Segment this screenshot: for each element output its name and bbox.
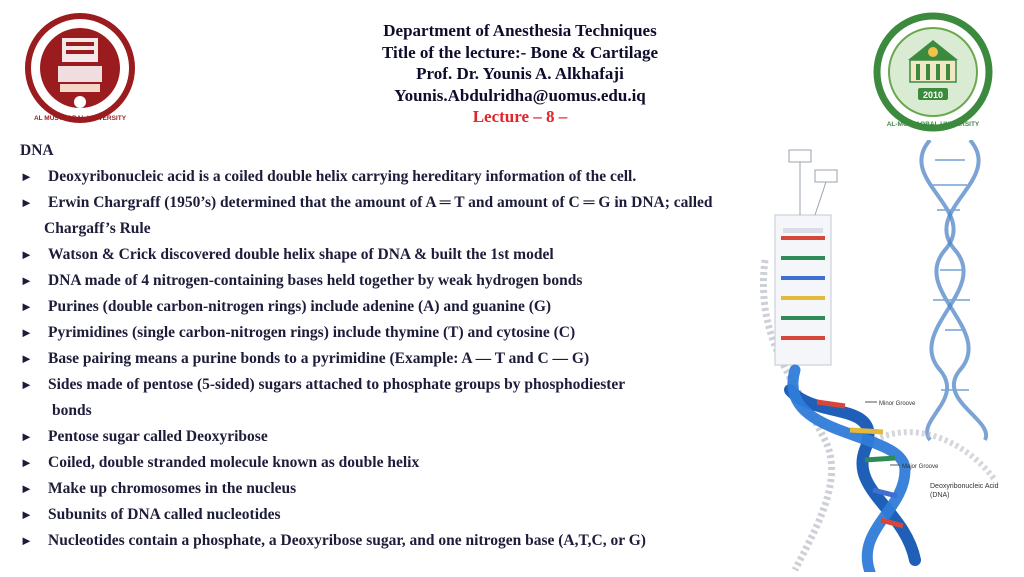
bullet-item	[20, 320, 840, 346]
bullet-item	[20, 528, 840, 554]
bullet-text: Pyrimidines (single carbon-nitrogen rings) include thymine (T) and cytosine (C)	[48, 324, 576, 341]
bullet-text: Base pairing means a purine bonds to a pyrimidine (Example: A — T and C — G)	[48, 350, 590, 367]
logo-left-label: AL MUSTAQBAL UNIVERSITY	[33, 115, 127, 122]
section-heading: DNA	[20, 142, 54, 159]
bullet-text: Erwin Chargraff (1950’s) determined that the amount of A ═ T and amount of C ═ G in DNA; called	[48, 194, 713, 211]
minor-groove-label: Minor Groove	[879, 401, 916, 407]
bullet-text: Subunits of DNA called nucleotides	[48, 506, 281, 523]
bullet-text: Nucleotides contain a phosphate, a Deoxyribose sugar, and one nitrogen base (A,T,C, or G)	[48, 532, 646, 549]
bullet-item	[20, 372, 840, 398]
bullet-text: Purines (double carbon-nitrogen rings) include adenine (A) and guanine (G)	[48, 298, 552, 315]
bullet-item	[20, 190, 840, 216]
dna-caption: Deoxyribonucleic Acid (DNA)	[930, 483, 999, 499]
bullet-text: Deoxyribonucleic acid is a coiled double helix carrying hereditary information of the cell.	[48, 168, 637, 185]
bullet-continuation: Chargaff’s Rule	[44, 220, 151, 237]
lecture-title: Title of the lecture:- Bone & Cartilage	[381, 42, 659, 62]
bullet-item	[20, 502, 840, 528]
bullet-text: Make up chromosomes in the nucleus	[48, 480, 297, 497]
university-logo-right	[872, 12, 994, 132]
bullet-item	[20, 346, 840, 372]
bullet-arrow-icon: ►	[20, 325, 33, 340]
bullet-arrow-icon: ►	[20, 377, 33, 392]
bullet-arrow-icon: ►	[20, 429, 33, 444]
bullet-item	[20, 424, 840, 450]
bullet-item	[20, 268, 840, 294]
bullet-item	[20, 242, 840, 268]
bullet-arrow-icon: ►	[20, 533, 33, 548]
bullet-item	[20, 450, 840, 476]
bullet-item	[20, 164, 840, 190]
bullet-arrow-icon: ►	[20, 247, 33, 262]
major-groove-label: Major Groove	[902, 464, 939, 470]
logo-right-label: AL-MUSTAQBAL UNIVERSITY	[886, 121, 980, 128]
bullet-arrow-icon: ►	[20, 507, 33, 522]
university-logo-left	[22, 12, 138, 124]
lecture-content	[20, 138, 840, 554]
email-address: Younis.Abdulridha@uomus.edu.iq	[394, 85, 646, 105]
bullet-text: Coiled, double stranded molecule known as double helix	[48, 454, 420, 471]
bullet-text: Watson & Crick discovered double helix shape of DNA & built the 1st model	[48, 246, 554, 263]
lecture-number: Lecture – 8 –	[472, 107, 568, 126]
lecture-header	[300, 20, 740, 128]
bullet-arrow-icon: ►	[20, 299, 33, 314]
dna-illustration	[755, 140, 1020, 572]
bullet-text: Pentose sugar called Deoxyribose	[48, 428, 268, 445]
bullet-item	[20, 294, 840, 320]
bullet-text: DNA made of 4 nitrogen-containing bases held together by weak hydrogen bonds	[48, 272, 583, 289]
bullet-arrow-icon: ►	[20, 481, 33, 496]
bullet-arrow-icon: ►	[20, 195, 33, 210]
professor-name: Prof. Dr. Younis A. Alkhafaji	[416, 64, 624, 83]
bullet-arrow-icon: ►	[20, 169, 33, 184]
bullet-item	[20, 476, 840, 502]
logo-right-year: 2010	[922, 90, 944, 100]
bullet-arrow-icon: ►	[20, 273, 33, 288]
bullet-text: Sides made of pentose (5-sided) sugars attached to phosphate groups by phosphodiester	[48, 376, 626, 393]
bullet-arrow-icon: ►	[20, 351, 33, 366]
bullet-continuation: bonds	[52, 402, 92, 419]
department-title: Department of Anesthesia Techniques	[383, 21, 657, 40]
bullet-arrow-icon: ►	[20, 455, 33, 470]
